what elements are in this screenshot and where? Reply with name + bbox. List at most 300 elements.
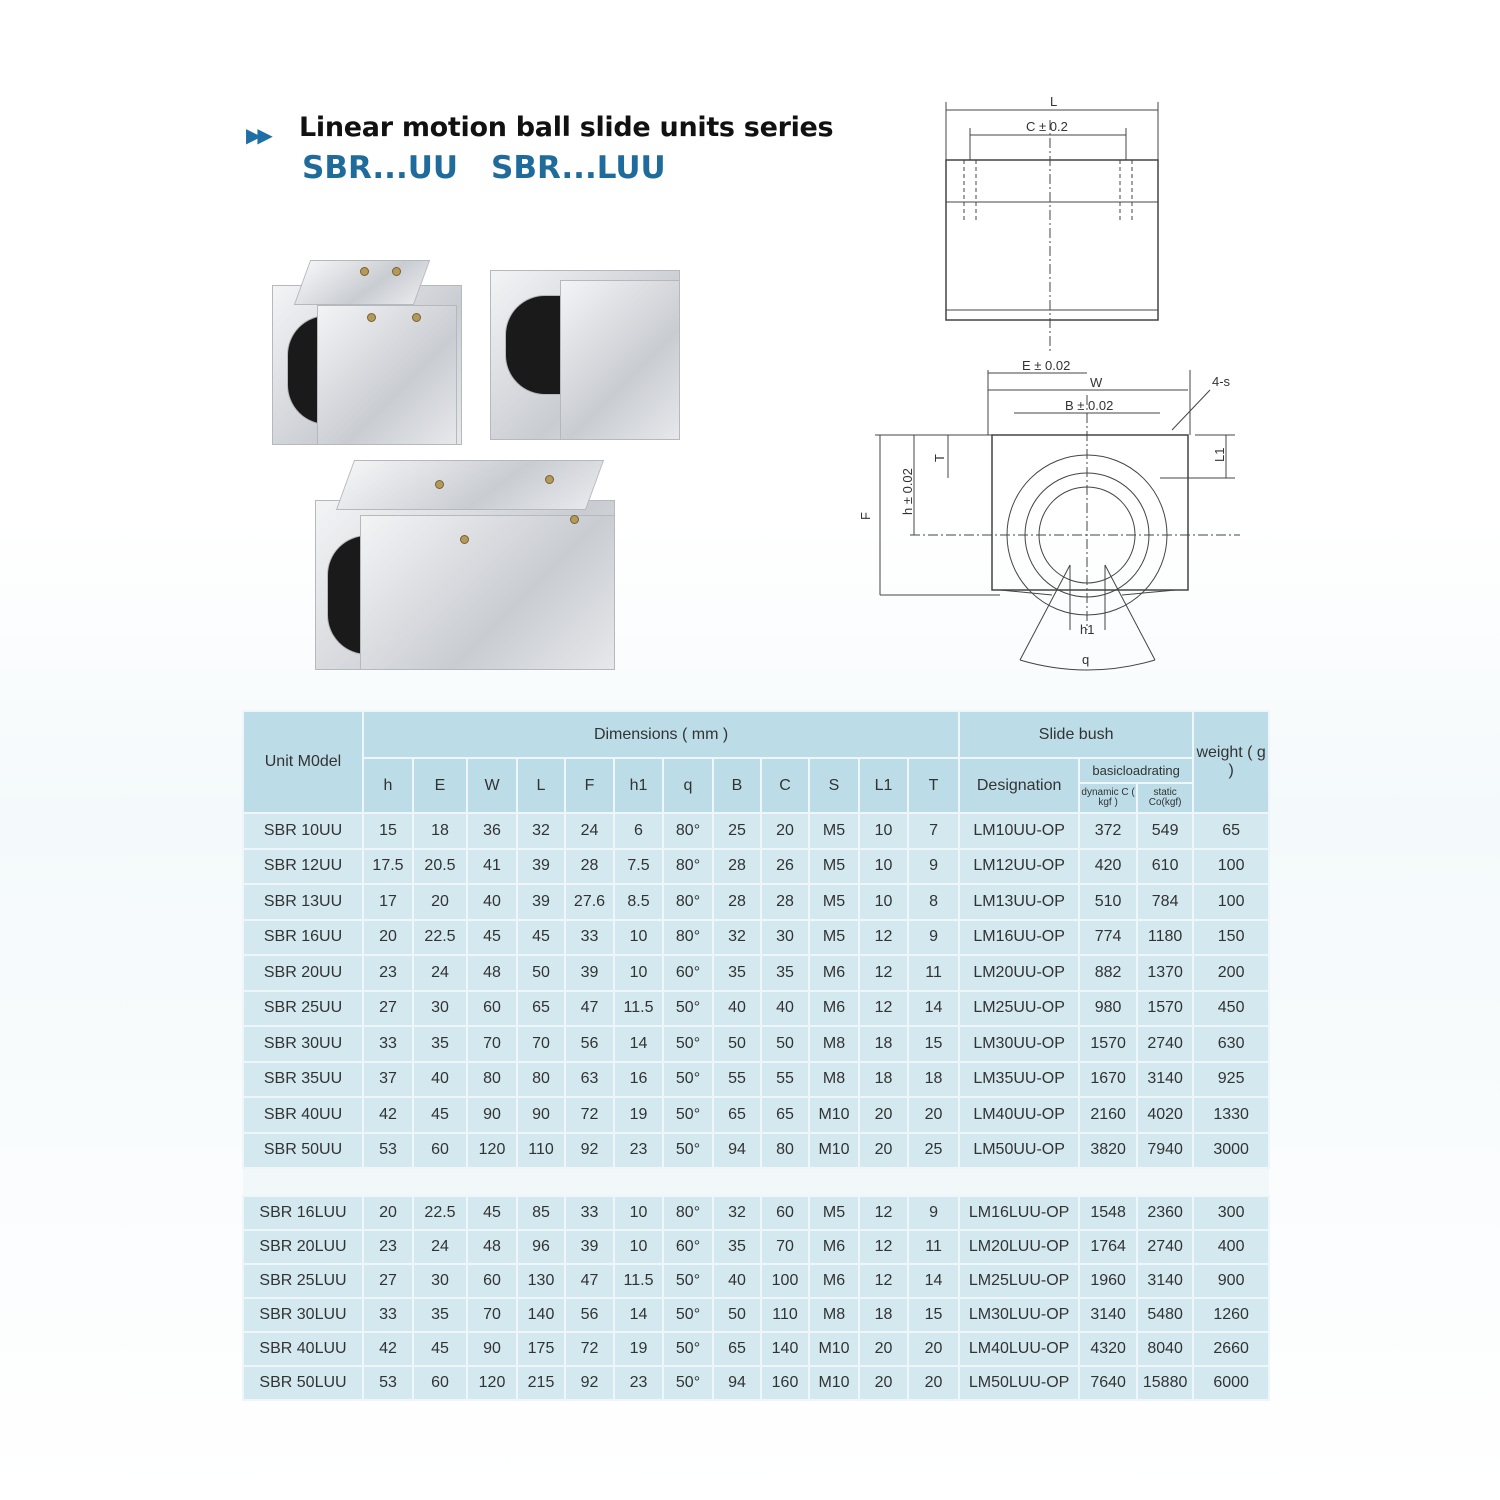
table-cell: LM30UU-OP: [959, 1026, 1079, 1062]
top-view-drawing: [900, 90, 1200, 360]
table-cell: 63: [565, 1062, 614, 1098]
table-cell: 20: [908, 1332, 959, 1366]
dim-label-T: T: [932, 454, 947, 462]
table-cell: M6: [809, 955, 859, 991]
dim-label-L: L: [1050, 94, 1058, 109]
header-designation: Designation: [959, 758, 1079, 813]
table-cell: 90: [467, 1332, 517, 1366]
model-cell: SBR 13UU: [243, 884, 363, 920]
table-cell: 12: [859, 1264, 908, 1298]
table-cell: 11: [908, 1230, 959, 1264]
table-cell: 1670: [1079, 1062, 1137, 1098]
table-cell: 50°: [663, 1264, 713, 1298]
table-cell: 2740: [1137, 1026, 1193, 1062]
header-dynamic: dynamic C ( kgf ): [1079, 783, 1137, 813]
table-cell: 45: [413, 1332, 467, 1366]
table-cell: 100: [1193, 849, 1269, 885]
table-cell: 80: [467, 1062, 517, 1098]
table-row: [243, 1097, 1269, 1133]
table-cell: 85: [517, 1196, 565, 1230]
table-cell: 1260: [1193, 1298, 1269, 1332]
table-cell: 36: [467, 813, 517, 849]
table-cell: 12: [859, 991, 908, 1027]
table-cell: 900: [1193, 1264, 1269, 1298]
header-dim-S: S: [809, 758, 859, 813]
table-cell: 70: [467, 1298, 517, 1332]
table-cell: 100: [1193, 884, 1269, 920]
table-cell: 45: [467, 1196, 517, 1230]
table-cell: 19: [614, 1332, 663, 1366]
table-cell: 160: [761, 1366, 809, 1400]
table-cell: 6: [614, 813, 663, 849]
table-cell: 110: [761, 1298, 809, 1332]
table-cell: 3140: [1137, 1062, 1193, 1098]
table-cell: 11: [908, 955, 959, 991]
model-cell: SBR 25UU: [243, 991, 363, 1027]
header-slide-bush: Slide bush: [959, 711, 1193, 758]
dim-label-E: E ± 0.02: [1022, 358, 1071, 373]
table-cell: M5: [809, 920, 859, 956]
header-dim-B: B: [713, 758, 761, 813]
table-cell: LM50LUU-OP: [959, 1366, 1079, 1400]
table-cell: 56: [565, 1298, 614, 1332]
table-cell: 1330: [1193, 1097, 1269, 1133]
table-cell: 17: [363, 884, 413, 920]
table-row: [243, 1196, 1269, 1230]
table-cell: LM30LUU-OP: [959, 1298, 1079, 1332]
table-cell: 11.5: [614, 991, 663, 1027]
table-cell: 882: [1079, 955, 1137, 991]
table-cell: 3140: [1137, 1264, 1193, 1298]
dim-label-q: q: [1082, 652, 1090, 667]
table-cell: 20: [859, 1366, 908, 1400]
table-cell: 33: [363, 1298, 413, 1332]
separator-cell: [243, 1168, 1269, 1196]
header-dimensions: Dimensions ( mm ): [363, 711, 959, 758]
table-cell: 80: [761, 1133, 809, 1169]
table-cell: 20: [413, 884, 467, 920]
table-cell: 41: [467, 849, 517, 885]
table-cell: 25: [908, 1133, 959, 1169]
table-cell: 14: [908, 1264, 959, 1298]
table-cell: 27.6: [565, 884, 614, 920]
table-cell: 60: [761, 1196, 809, 1230]
header-dim-T: T: [908, 758, 959, 813]
table-cell: 39: [517, 849, 565, 885]
table-cell: 25: [713, 813, 761, 849]
table-cell: 7.5: [614, 849, 663, 885]
table-cell: 18: [859, 1298, 908, 1332]
table-cell: 8.5: [614, 884, 663, 920]
table-cell: 784: [1137, 884, 1193, 920]
table-row: [243, 1026, 1269, 1062]
table-cell: 372: [1079, 813, 1137, 849]
table-cell: 70: [467, 1026, 517, 1062]
table-cell: 9: [908, 1196, 959, 1230]
table-cell: M10: [809, 1366, 859, 1400]
table-cell: 28: [565, 849, 614, 885]
table-cell: M8: [809, 1026, 859, 1062]
table-row: [243, 1332, 1269, 1366]
table-cell: 42: [363, 1097, 413, 1133]
table-cell: M5: [809, 849, 859, 885]
table-cell: 24: [413, 1230, 467, 1264]
table-cell: 1548: [1079, 1196, 1137, 1230]
table-cell: 14: [614, 1026, 663, 1062]
table-cell: 300: [1193, 1196, 1269, 1230]
table-cell: 9: [908, 920, 959, 956]
table-cell: 2160: [1079, 1097, 1137, 1133]
table-cell: 150: [1193, 920, 1269, 956]
dim-label-4s: 4-s: [1212, 374, 1231, 389]
table-cell: 45: [517, 920, 565, 956]
table-cell: 65: [517, 991, 565, 1027]
header-dim-C: C: [761, 758, 809, 813]
table-cell: 610: [1137, 849, 1193, 885]
table-cell: 35: [713, 1230, 761, 1264]
table-row: [243, 991, 1269, 1027]
table-cell: 39: [565, 955, 614, 991]
table-cell: 23: [363, 955, 413, 991]
table-cell: 33: [565, 1196, 614, 1230]
table-cell: 26: [761, 849, 809, 885]
table-cell: 40: [713, 1264, 761, 1298]
table-cell: 7: [908, 813, 959, 849]
model-cell: SBR 30UU: [243, 1026, 363, 1062]
table-cell: 10: [859, 884, 908, 920]
product-photo-sbr-uu-front: [272, 255, 472, 445]
table-cell: 1960: [1079, 1264, 1137, 1298]
header-dim-h1: h1: [614, 758, 663, 813]
table-cell: 24: [565, 813, 614, 849]
table-cell: 65: [1193, 813, 1269, 849]
table-cell: 10: [614, 955, 663, 991]
table-cell: 30: [761, 920, 809, 956]
table-cell: 60: [413, 1366, 467, 1400]
table-cell: 12: [859, 955, 908, 991]
table-cell: 50: [761, 1026, 809, 1062]
table-row: [243, 1133, 1269, 1169]
table-cell: 39: [517, 884, 565, 920]
model-cell: SBR 50LUU: [243, 1366, 363, 1400]
table-cell: 20: [363, 1196, 413, 1230]
table-cell: 2660: [1193, 1332, 1269, 1366]
table-cell: 65: [713, 1097, 761, 1133]
table-row: [243, 1298, 1269, 1332]
table-cell: 47: [565, 1264, 614, 1298]
table-cell: 50°: [663, 1366, 713, 1400]
dim-label-W: W: [1090, 375, 1103, 390]
table-cell: 120: [467, 1133, 517, 1169]
table-row: [243, 1264, 1269, 1298]
header-dim-W: W: [467, 758, 517, 813]
table-cell: 80°: [663, 849, 713, 885]
table-cell: 55: [713, 1062, 761, 1098]
table-cell: 7940: [1137, 1133, 1193, 1169]
table-cell: 12: [859, 1196, 908, 1230]
table-cell: 50: [713, 1298, 761, 1332]
table-cell: 8040: [1137, 1332, 1193, 1366]
table-cell: 18: [859, 1062, 908, 1098]
header-static: static Co(kgf): [1137, 783, 1193, 813]
table-cell: 18: [859, 1026, 908, 1062]
table-cell: 92: [565, 1366, 614, 1400]
table-cell: 80°: [663, 920, 713, 956]
table-cell: 420: [1079, 849, 1137, 885]
table-cell: 47: [565, 991, 614, 1027]
header-dim-q: q: [663, 758, 713, 813]
table-cell: 12: [859, 920, 908, 956]
table-cell: 16: [614, 1062, 663, 1098]
table-cell: 33: [363, 1026, 413, 1062]
table-cell: 48: [467, 955, 517, 991]
table-cell: 60: [467, 991, 517, 1027]
table-cell: 90: [517, 1097, 565, 1133]
model-cell: SBR 10UU: [243, 813, 363, 849]
header-dim-F: F: [565, 758, 614, 813]
table-cell: 50°: [663, 1097, 713, 1133]
table-cell: M8: [809, 1062, 859, 1098]
table-cell: 92: [565, 1133, 614, 1169]
table-cell: 65: [713, 1332, 761, 1366]
model-cell: SBR 16UU: [243, 920, 363, 956]
table-cell: 33: [565, 920, 614, 956]
table-cell: 80°: [663, 813, 713, 849]
table-cell: 24: [413, 955, 467, 991]
table-cell: 80°: [663, 884, 713, 920]
table-cell: 1570: [1079, 1026, 1137, 1062]
table-cell: 32: [517, 813, 565, 849]
table-cell: 45: [413, 1097, 467, 1133]
table-cell: 20: [859, 1097, 908, 1133]
table-cell: 10: [614, 920, 663, 956]
table-cell: 100: [761, 1264, 809, 1298]
table-cell: 27: [363, 991, 413, 1027]
table-cell: 980: [1079, 991, 1137, 1027]
table-cell: 140: [761, 1332, 809, 1366]
table-cell: 72: [565, 1097, 614, 1133]
table-cell: 130: [517, 1264, 565, 1298]
table-cell: 20: [761, 813, 809, 849]
table-cell: 94: [713, 1366, 761, 1400]
table-cell: 14: [614, 1298, 663, 1332]
table-cell: 53: [363, 1133, 413, 1169]
table-cell: 23: [614, 1366, 663, 1400]
table-cell: 4020: [1137, 1097, 1193, 1133]
model-cell: SBR 30LUU: [243, 1298, 363, 1332]
table-row: [243, 884, 1269, 920]
table-row: [243, 1230, 1269, 1264]
table-cell: 23: [614, 1133, 663, 1169]
table-cell: 40: [713, 991, 761, 1027]
table-cell: 70: [761, 1230, 809, 1264]
table-cell: 60°: [663, 955, 713, 991]
table-cell: 96: [517, 1230, 565, 1264]
model-cell: SBR 35UU: [243, 1062, 363, 1098]
table-cell: 8: [908, 884, 959, 920]
table-cell: 450: [1193, 991, 1269, 1027]
table-cell: 20: [859, 1332, 908, 1366]
table-cell: 630: [1193, 1026, 1269, 1062]
table-cell: 6000: [1193, 1366, 1269, 1400]
table-cell: 18: [413, 813, 467, 849]
table-cell: 10: [614, 1230, 663, 1264]
table-cell: 40: [413, 1062, 467, 1098]
table-cell: 17.5: [363, 849, 413, 885]
table-cell: 2740: [1137, 1230, 1193, 1264]
table-cell: M6: [809, 1230, 859, 1264]
table-cell: 19: [614, 1097, 663, 1133]
table-cell: 10: [859, 813, 908, 849]
table-cell: 28: [713, 849, 761, 885]
table-cell: LM50UU-OP: [959, 1133, 1079, 1169]
table-cell: 35: [713, 955, 761, 991]
table-cell: M5: [809, 813, 859, 849]
table-cell: 20: [363, 920, 413, 956]
table-cell: 1570: [1137, 991, 1193, 1027]
table-cell: 140: [517, 1298, 565, 1332]
header-dim-E: E: [413, 758, 467, 813]
table-cell: 35: [413, 1026, 467, 1062]
table-cell: 14: [908, 991, 959, 1027]
dim-label-h: h ± 0.02: [900, 468, 915, 515]
table-cell: 3000: [1193, 1133, 1269, 1169]
table-cell: 28: [713, 884, 761, 920]
table-cell: 20: [859, 1133, 908, 1169]
table-cell: 80°: [663, 1196, 713, 1230]
table-cell: 5480: [1137, 1298, 1193, 1332]
table-cell: 27: [363, 1264, 413, 1298]
table-cell: 7640: [1079, 1366, 1137, 1400]
table-cell: 60: [467, 1264, 517, 1298]
table-cell: 39: [565, 1230, 614, 1264]
spec-table: [242, 710, 1270, 1401]
table-cell: 925: [1193, 1062, 1269, 1098]
table-cell: 53: [363, 1366, 413, 1400]
model-cell: SBR 25LUU: [243, 1264, 363, 1298]
table-cell: M5: [809, 1196, 859, 1230]
table-cell: 32: [713, 1196, 761, 1230]
table-cell: 12: [859, 1230, 908, 1264]
header-dim-L: L: [517, 758, 565, 813]
series-uu: SBR...UU: [302, 150, 459, 186]
table-cell: 10: [614, 1196, 663, 1230]
table-cell: LM40LUU-OP: [959, 1332, 1079, 1366]
table-cell: 50: [517, 955, 565, 991]
product-photo-sbr-luu: [315, 455, 625, 670]
table-cell: LM16LUU-OP: [959, 1196, 1079, 1230]
table-cell: 22.5: [413, 920, 467, 956]
table-cell: 200: [1193, 955, 1269, 991]
table-cell: LM40UU-OP: [959, 1097, 1079, 1133]
table-cell: M6: [809, 1264, 859, 1298]
table-cell: M8: [809, 1298, 859, 1332]
table-cell: 3820: [1079, 1133, 1137, 1169]
table-cell: 50: [713, 1026, 761, 1062]
row-separator: [243, 1168, 1269, 1196]
table-cell: M6: [809, 991, 859, 1027]
model-cell: SBR 12UU: [243, 849, 363, 885]
table-cell: 50°: [663, 1062, 713, 1098]
table-cell: 40: [761, 991, 809, 1027]
table-cell: LM16UU-OP: [959, 920, 1079, 956]
table-cell: LM35UU-OP: [959, 1062, 1079, 1098]
table-row: [243, 955, 1269, 991]
table-cell: 42: [363, 1332, 413, 1366]
table-cell: 1370: [1137, 955, 1193, 991]
table-cell: 22.5: [413, 1196, 467, 1230]
model-cell: SBR 20LUU: [243, 1230, 363, 1264]
table-row: [243, 1366, 1269, 1400]
table-row: [243, 813, 1269, 849]
table-cell: 10: [859, 849, 908, 885]
table-cell: 50°: [663, 1298, 713, 1332]
table-cell: LM20LUU-OP: [959, 1230, 1079, 1264]
table-cell: 9: [908, 849, 959, 885]
table-cell: 50°: [663, 1026, 713, 1062]
header-weight: weight ( g ): [1193, 711, 1269, 813]
table-cell: 11.5: [614, 1264, 663, 1298]
table-cell: 18: [908, 1062, 959, 1098]
dim-label-F: F: [858, 512, 873, 520]
table-cell: M10: [809, 1097, 859, 1133]
model-cell: SBR 40LUU: [243, 1332, 363, 1366]
table-cell: 3140: [1079, 1298, 1137, 1332]
table-cell: 50°: [663, 1133, 713, 1169]
table-cell: 50°: [663, 1332, 713, 1366]
table-cell: 65: [761, 1097, 809, 1133]
model-cell: SBR 50UU: [243, 1133, 363, 1169]
table-cell: LM25LUU-OP: [959, 1264, 1079, 1298]
dim-label-C: C ± 0.2: [1026, 119, 1068, 134]
table-cell: 215: [517, 1366, 565, 1400]
table-cell: 4320: [1079, 1332, 1137, 1366]
table-cell: 510: [1079, 884, 1137, 920]
table-cell: 2360: [1137, 1196, 1193, 1230]
table-cell: 30: [413, 991, 467, 1027]
table-cell: 15: [908, 1026, 959, 1062]
table-cell: 175: [517, 1332, 565, 1366]
table-cell: 60: [413, 1133, 467, 1169]
table-cell: 70: [517, 1026, 565, 1062]
page-title: Linear motion ball slide units series: [299, 112, 834, 143]
dim-label-L1: L1: [1212, 447, 1227, 462]
table-cell: 28: [761, 884, 809, 920]
table-cell: 20.5: [413, 849, 467, 885]
table-cell: 15880: [1137, 1366, 1193, 1400]
table-cell: 774: [1079, 920, 1137, 956]
table-cell: 60°: [663, 1230, 713, 1264]
table-cell: M10: [809, 1133, 859, 1169]
header-dim-h: h: [363, 758, 413, 813]
series-luu: SBR...LUU: [491, 150, 666, 186]
table-cell: 549: [1137, 813, 1193, 849]
table-cell: LM10UU-OP: [959, 813, 1079, 849]
dim-label-h1: h1: [1080, 622, 1095, 637]
header-basic-load-rating: basicloadrating: [1079, 758, 1193, 783]
front-view-drawing: [860, 350, 1260, 680]
table-cell: 1180: [1137, 920, 1193, 956]
table-cell: 48: [467, 1230, 517, 1264]
table-cell: 1764: [1079, 1230, 1137, 1264]
product-photo-sbr-uu-rear: [490, 260, 690, 440]
table-cell: 400: [1193, 1230, 1269, 1264]
table-cell: 15: [908, 1298, 959, 1332]
table-cell: 55: [761, 1062, 809, 1098]
table-cell: 94: [713, 1133, 761, 1169]
table-cell: 72: [565, 1332, 614, 1366]
table-cell: LM13UU-OP: [959, 884, 1079, 920]
